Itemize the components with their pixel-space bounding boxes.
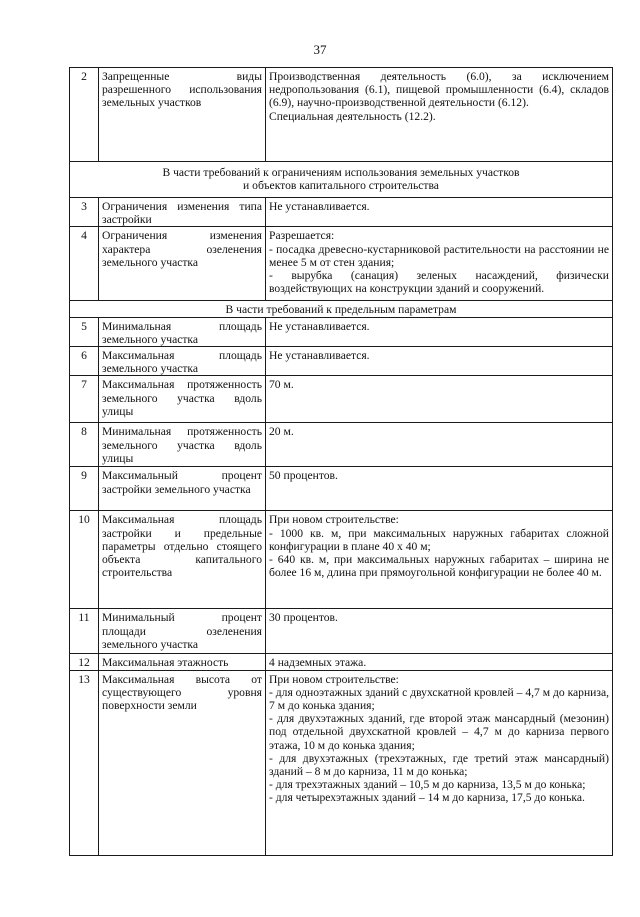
table-row xyxy=(70,467,613,511)
row-number: 8 xyxy=(70,423,99,467)
parameter-value xyxy=(266,654,613,670)
value-line: При новом строительстве: xyxy=(269,513,399,527)
section-header-line: В части требований к предельным параметрам xyxy=(225,303,457,317)
row-number: 11 xyxy=(70,609,99,654)
parameter-name: Запрещенные виды разрешенного использования земельных участков xyxy=(99,68,266,162)
table-row xyxy=(70,227,613,301)
parameter-value xyxy=(266,511,613,609)
parameter-value xyxy=(266,227,613,301)
parameter-value xyxy=(266,423,613,467)
parameter-name: Максимальная высота от существующего уровня поверхности земли xyxy=(99,670,266,855)
table-row xyxy=(70,670,613,855)
value-line: Производственная деятельность (6.0), за исключением недропользования (6.1), пищевой промышленности (6.4), складов (6.9), научно-производственной деятельности (6.12). xyxy=(269,70,609,110)
section-header xyxy=(70,301,613,317)
table-row xyxy=(70,198,613,227)
row-number: 2 xyxy=(70,68,99,162)
row-number: 10 xyxy=(70,511,99,609)
row-number: 6 xyxy=(70,347,99,376)
row-number: 5 xyxy=(70,317,99,346)
row-number: 4 xyxy=(70,227,99,301)
table-row xyxy=(70,654,613,670)
row-number: 13 xyxy=(70,670,99,855)
table-row xyxy=(70,423,613,467)
value-line: 50 процентов. xyxy=(269,469,338,483)
parameter-value xyxy=(266,198,613,227)
parameter-name: Максимальный процент застройки земельного участка xyxy=(99,467,266,511)
table-row xyxy=(70,609,613,654)
parameter-value xyxy=(266,609,613,654)
section-header-line: и объектов капитального строительства xyxy=(243,179,439,193)
table-row xyxy=(70,317,613,346)
value-line: - посадка древесно-кустарниковой растительности на расстоянии не менее 5 м от стен здания; xyxy=(269,242,609,269)
value-line: 70 м. xyxy=(269,378,294,392)
parameter-value xyxy=(266,68,613,162)
value-line: - для двухэтажных (трехэтажных, где третий этаж мансардный) зданий – 8 м до карниза, 11 м до конька; xyxy=(269,751,609,779)
parameter-name: Минимальная площадь земельного участка xyxy=(99,317,266,346)
value-line: - 1000 кв. м, при максимальных наружных габаритах сложной конфигурации в плане 40 х 40 м; xyxy=(269,526,609,553)
parameter-value xyxy=(266,467,613,511)
value-line: 4 надземных этажа. xyxy=(269,656,367,670)
parameter-value xyxy=(266,347,613,376)
row-number: 12 xyxy=(70,654,99,670)
section-header-row xyxy=(70,301,613,317)
page-number: 37 xyxy=(313,42,327,57)
value-line: - 640 кв. м, при максимальных наружных габаритах – ширина не более 16 м, длина при прямоугольной конфигурации не более 40 м. xyxy=(269,553,609,580)
value-line: - для трехэтажных зданий – 10,5 м до карниза, 13,5 м до конька; xyxy=(269,778,586,792)
table-row xyxy=(70,347,613,376)
table-row xyxy=(70,511,613,609)
parameter-value xyxy=(266,376,613,423)
parameter-name: Максимальная протяженность земельного участка вдоль улицы xyxy=(99,376,266,423)
value-line: Специальная деятельность (12.2). xyxy=(269,109,436,123)
parameter-name: Максимальная площадь земельного участка xyxy=(99,347,266,376)
value-line: - для одноэтажных зданий с двухскатной кровлей – 4,7 м до карниза, 7 м до конька здания; xyxy=(269,685,609,713)
value-line: 30 процентов. xyxy=(269,611,338,625)
value-line: - вырубка (санация) зеленых насаждений, физически воздействующих на конструкции зданий и сооружений. xyxy=(269,269,609,296)
parameter-name: Ограничения изменения характера озеленения земельного участка xyxy=(99,227,266,301)
section-header-line: В части требований к ограничениям использования земельных участков xyxy=(162,166,520,179)
parameter-name: Минимальная протяженность земельного участка вдоль улицы xyxy=(99,423,266,467)
value-line: Разрешается: xyxy=(269,229,335,243)
table-row xyxy=(70,68,613,162)
parameter-value xyxy=(266,317,613,346)
value-line: - для двухэтажных зданий, где второй этаж мансардный (мезонин) под отдельной двухскатной кровлей – 4,7 м до карниза первого этажа, 10 м до конька здания; xyxy=(269,712,609,752)
parameter-name: Минимальный процент площади озеленения земельного участка xyxy=(99,609,266,654)
table-row xyxy=(70,376,613,423)
parameter-value xyxy=(266,670,613,855)
value-line: Не устанавливается. xyxy=(269,349,370,363)
row-number: 9 xyxy=(70,467,99,511)
value-line: 20 м. xyxy=(269,425,294,439)
value-line: Не устанавливается. xyxy=(269,319,370,333)
row-number: 3 xyxy=(70,198,99,227)
regulations-table xyxy=(69,67,613,856)
parameter-name: Максимальная площадь застройки и предельные параметры отдельно стоящего объекта капитального строительства xyxy=(99,511,266,609)
row-number: 7 xyxy=(70,376,99,423)
section-header-row xyxy=(70,162,613,198)
value-line: При новом строительстве: xyxy=(269,672,399,686)
value-line: Не устанавливается. xyxy=(269,200,370,213)
value-line: - для четырехэтажных зданий – 14 м до карниза, 17,5 до конька. xyxy=(269,791,585,805)
section-header xyxy=(70,162,613,198)
parameter-name: Максимальная этажность xyxy=(99,654,266,670)
parameter-name: Ограничения изменения типа застройки xyxy=(99,198,266,227)
